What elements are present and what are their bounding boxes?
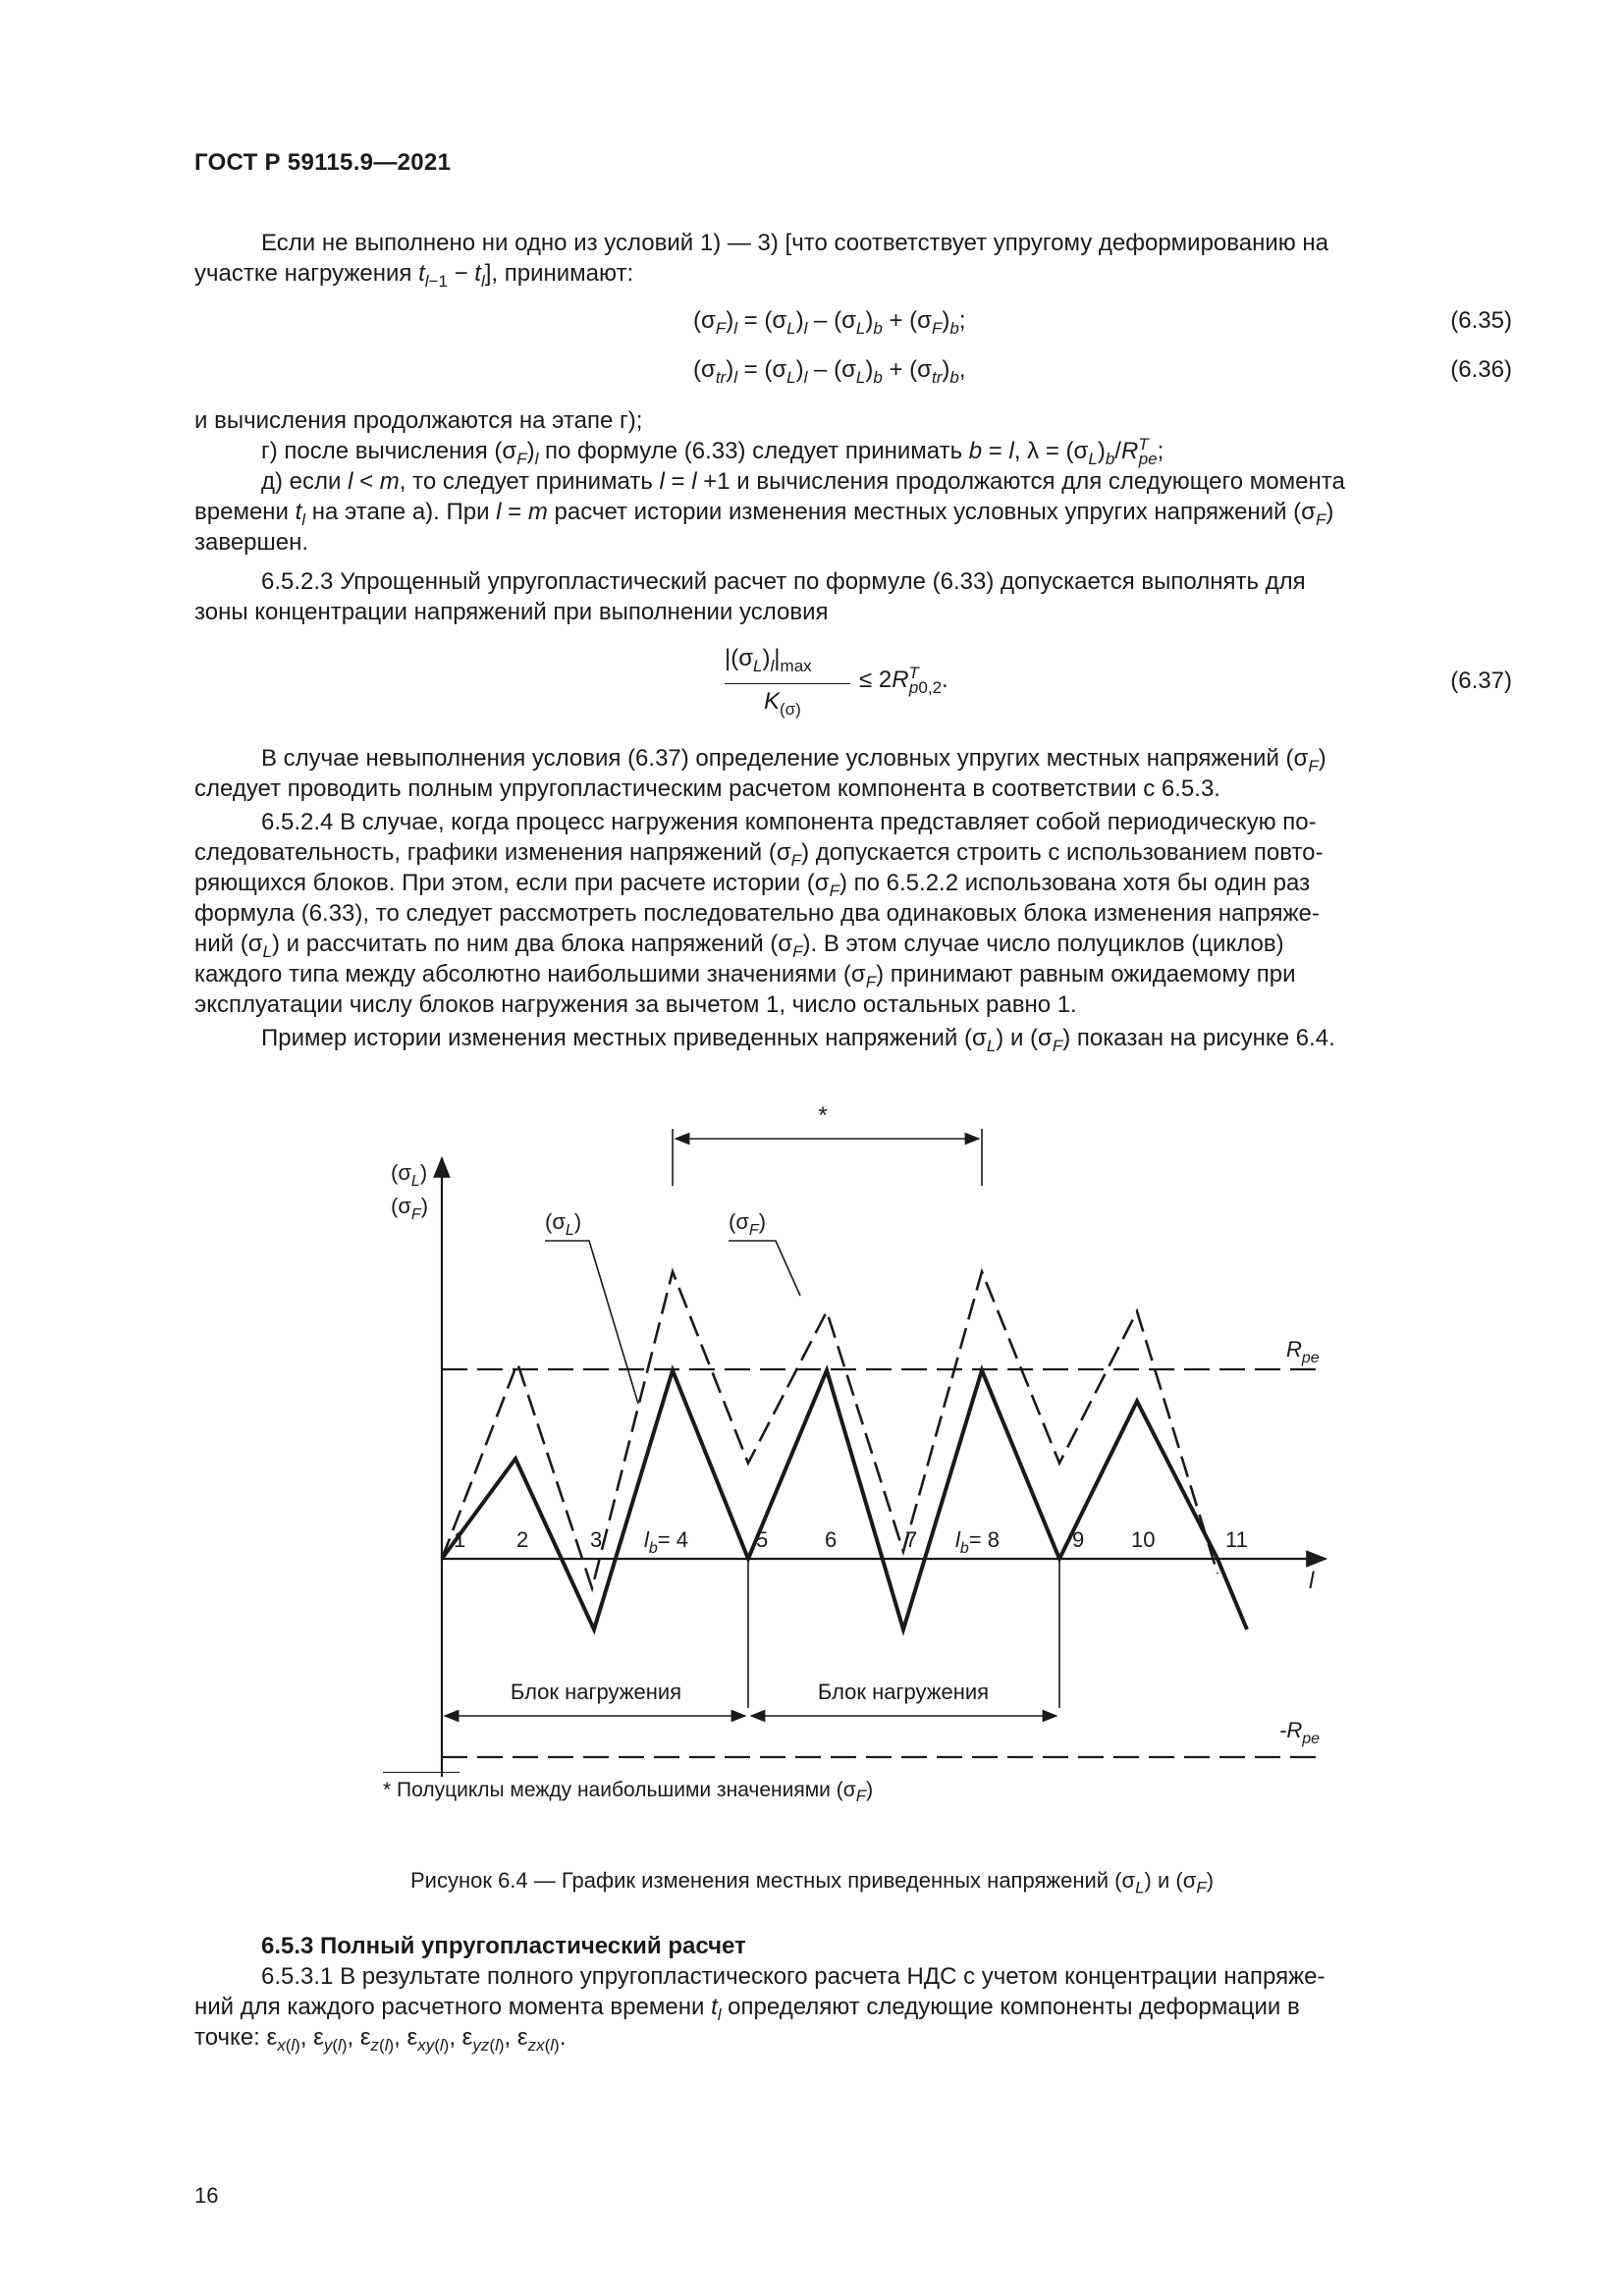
p6524-line-4: формула (6.33), то следует рассмотреть последовательно два одинаковых блока изменения напряже- — [194, 900, 1320, 927]
intro-line-1: Если не выполнено ни одно из условий 1) — 3) [что соответствует упругому деформированию на — [261, 230, 1329, 256]
footnote: * Полуциклы между наибольшими значениями $(\sigma_F)$ — [383, 1779, 874, 1806]
equation-6-35: $(\sigma_F)_l = (\sigma_L)_l - (\sigma_L)_b + (\sigma_F)_b$; — [693, 307, 966, 338]
document-header: ГОСТ Р 59115.9—2021 — [194, 149, 452, 176]
p6531-line-2: ний для каждого расчетного момента времени $t_l$ определяют следующие компоненты деформации в — [194, 1994, 1300, 2024]
case-line-2: следует проводить полным упругопластическим расчетом компонента в соответствии с 6.5.3. — [194, 775, 1220, 802]
tick-label: 5 — [756, 1527, 769, 1552]
figure-6-4 — [0, 1090, 1624, 1777]
p6524-line-6: каждого типа между абсолютно наибольшими значениями $(\sigma_F)$ принимают равным ожидаемому при — [194, 961, 1296, 991]
tick-labels — [454, 1527, 1248, 1552]
tick-label: 3 — [590, 1527, 603, 1552]
p6531-line-3: точке: $\varepsilon_{x(l)}$, $\varepsilon_{y(l)}$, $\varepsilon_{z(l)}$, $\varepsilon_{xy(l)}$, $\varepsilon_{yz(l)}$, $\varepsilon_{zx(l)}$. — [194, 2024, 567, 2055]
tick-label: 7 — [905, 1527, 918, 1552]
curve-l-label: $(\sigma_L)$ — [545, 1209, 582, 1239]
step-d-line-3: завершен. — [194, 529, 309, 556]
tick-label: 6 — [825, 1527, 838, 1552]
y-axis-label-l: $(\sigma_L)$ — [391, 1160, 428, 1190]
fraction-denominator: $K_{(\sigma)}$ — [764, 688, 801, 719]
equation-6-36: $(\sigma_{tr})_l = (\sigma_L)_l - (\sigma_L)_b + (\sigma_{tr})_b$, — [693, 356, 966, 387]
p6524-line-7: эксплуатации числу блоков нагружения за вычетом 1, число остальных равно 1. — [194, 991, 1077, 1018]
block-label-2: Блок нагружения — [817, 1680, 990, 1704]
rpe-label: $R_{pe}$ — [1286, 1337, 1320, 1366]
p6523-line-2: зоны концентрации напряжений при выполнении условия — [194, 599, 829, 625]
tick-label: 1 — [454, 1527, 466, 1552]
tick-label: 11 — [1225, 1527, 1248, 1552]
step-g: г) после вычисления $(\sigma_F)_l$ по формуле (6.33) следует принимать b = l, $\lambda = (\sigma_L)_b/R^T_{pe}$; — [261, 435, 1164, 468]
p6524-line-5: ний $(\sigma_L)$ и рассчитать по ним два блока напряжений $(\sigma_F)$. В этом случае число полуциклов (циклов) — [194, 931, 1284, 961]
fraction-rhs: ≤ $2R^T_{p0,2}$. — [859, 664, 948, 697]
star-label: * — [818, 1102, 828, 1129]
x-axis-label: l — [1309, 1568, 1315, 1594]
tick-label: 10 — [1131, 1527, 1156, 1552]
equation-number-6-37: (6.37) — [1450, 667, 1512, 694]
lb8-label: $l_b= 8$ — [955, 1527, 1000, 1557]
p6524-line-2: следовательность, графики изменения напряжений $(\sigma_F)$ допускается строить с использованием повто- — [194, 839, 1324, 870]
equation-number-6-35: (6.35) — [1450, 307, 1512, 334]
tick-label: 2 — [516, 1527, 529, 1552]
example-line: Пример истории изменения местных приведенных напряжений $(\sigma_L)$ и $(\sigma_F)$ показан на рисунке 6.4. — [261, 1025, 1335, 1055]
fraction-numerator: $|(\sigma_L)_l|_{max}$ — [725, 645, 812, 675]
intro-line-2: участке нагружения $t_{l-1} - t_l$], принимают: — [194, 260, 634, 291]
step-d-line-1: д) если l < m, то следует принимать l = l +1 и вычисления продолжаются для следующего момента — [261, 468, 1345, 495]
sigma-l-leader — [545, 1241, 638, 1404]
p6523-line-1: 6.5.2.3 Упрощенный упругопластический расчет по формуле (6.33) допускается выполнять для — [261, 568, 1306, 595]
page-number: 16 — [194, 2183, 219, 2208]
after-equation-text: и вычисления продолжаются на этапе г); — [194, 407, 643, 434]
p6524-line-1: 6.5.2.4 В случае, когда процесс нагружения компонента представляет собой периодическую по- — [261, 809, 1317, 835]
lb4-label: $l_b= 4$ — [644, 1527, 688, 1557]
figure-caption: Рисунок 6.4 — График изменения местных приведенных напряжений $(\sigma_L)$ и $(\sigma_F)$ — [409, 1868, 1215, 1897]
curve-f-label: $(\sigma_F)$ — [729, 1209, 767, 1239]
equation-number-6-36: (6.36) — [1450, 356, 1512, 383]
block-label-1: Блок нагружения — [510, 1680, 682, 1704]
section-6-5-3-title: 6.5.3 Полный упругопластический расчет — [261, 1933, 746, 1959]
fraction-bar — [725, 683, 850, 684]
case-line-1: В случае невыполнения условия (6.37) определение условных упругих местных напряжений $(\sigma_F)$ — [261, 745, 1326, 775]
footnote-rule — [383, 1772, 460, 1773]
neg-rpe-label: $-R_{pe}$ — [1279, 1718, 1321, 1747]
y-axis-label-f: $(\sigma_F)$ — [391, 1194, 429, 1223]
sigma-f-leader — [729, 1241, 800, 1296]
p6531-line-1: 6.5.3.1 В результате полного упругопластического расчета НДС с учетом концентрации напряже- — [261, 1963, 1326, 1990]
p6524-line-3: ряющихся блоков. При этом, если при расчете истории $(\sigma_F)$ по 6.5.2.2 использована хотя бы один раз — [194, 870, 1311, 900]
tick-label: 9 — [1072, 1527, 1085, 1552]
step-d-line-2: времени $t_l$ на этапе а). При l = m расчет истории изменения местных условных упругих напряжений $(\sigma_F)$ — [194, 499, 1334, 529]
